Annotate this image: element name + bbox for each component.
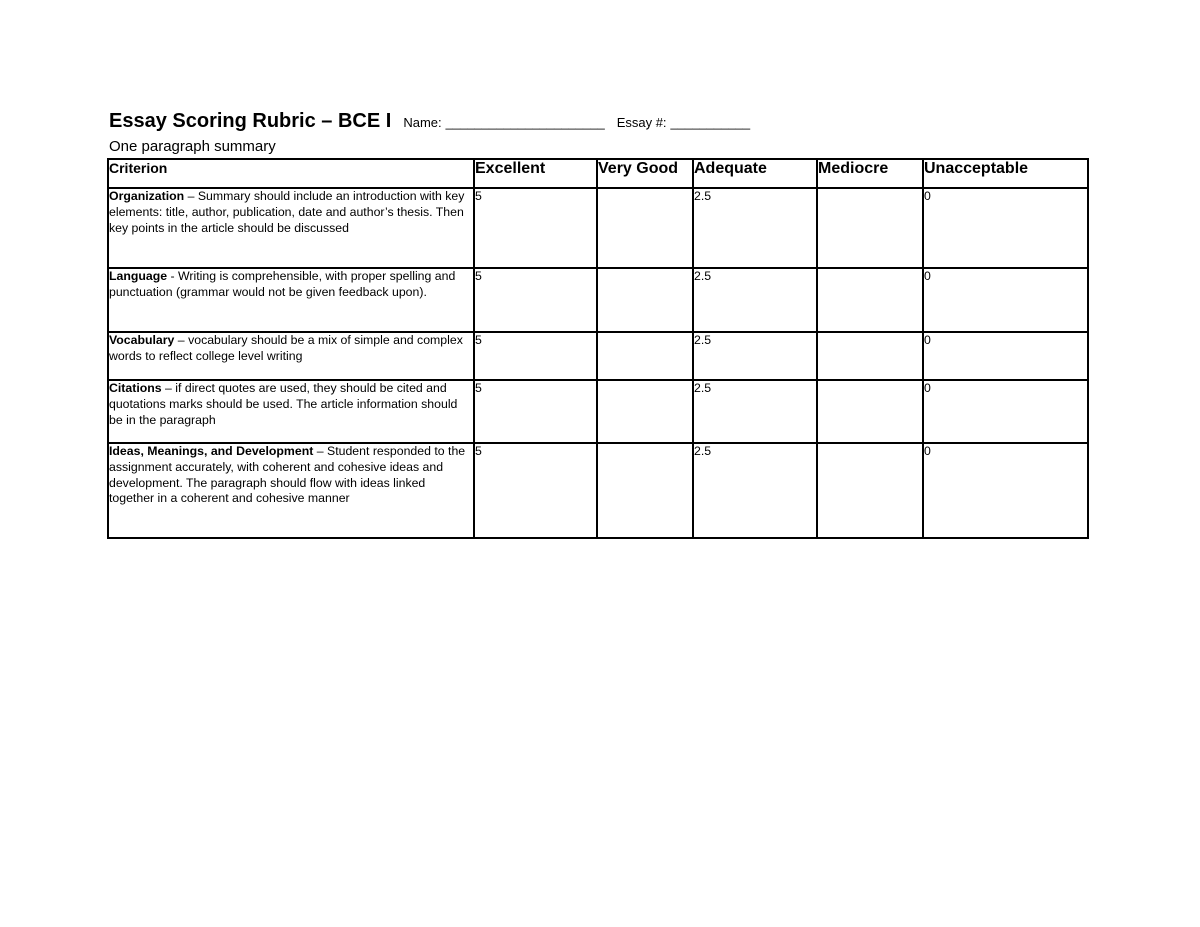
criterion-cell [108, 188, 474, 268]
essay-number-blank: ___________ [670, 115, 751, 130]
score-cell-mediocre [817, 443, 923, 538]
table-header-row [108, 159, 1088, 188]
score-cell-unacceptable: 0 [923, 380, 1088, 443]
name-blank: ______________________ [445, 115, 605, 130]
criterion-name: Organization [109, 189, 185, 203]
criterion-name: Citations [109, 381, 162, 395]
criterion-description: Summary should include an introduction with key elements: title, author, publication, date and author’s thesis. Then key points in the article should be discussed [109, 189, 465, 235]
score-cell-excellent: 5 [474, 443, 597, 538]
criterion-separator: – [184, 189, 198, 203]
criterion-name: Language [109, 269, 168, 283]
score-cell-mediocre [817, 268, 923, 332]
score-cell-unacceptable: 0 [923, 188, 1088, 268]
criterion-cell [108, 443, 474, 538]
page-subtitle: One paragraph summary [109, 138, 276, 155]
score-cell-mediocre [817, 332, 923, 380]
rubric-table [107, 158, 1089, 539]
score-cell-excellent: 5 [474, 268, 597, 332]
table-row [108, 332, 1088, 380]
criterion-separator: – [313, 444, 328, 458]
score-cell-mediocre [817, 188, 923, 268]
column-header-very-good: Very Good [597, 159, 693, 188]
column-header-unacceptable: Unacceptable [923, 159, 1088, 188]
column-header-adequate: Adequate [693, 159, 817, 188]
score-cell-adequate: 2.5 [693, 332, 817, 380]
score-cell-very-good [597, 268, 693, 332]
criterion-cell [108, 268, 474, 332]
criterion-cell [108, 332, 474, 380]
column-header-excellent: Excellent [474, 159, 597, 188]
name-label: Name: [403, 115, 442, 130]
score-cell-unacceptable: 0 [923, 332, 1088, 380]
score-cell-very-good [597, 443, 693, 538]
table-row [108, 188, 1088, 268]
criterion-name: Vocabulary [109, 333, 175, 347]
score-cell-adequate: 2.5 [693, 443, 817, 538]
score-cell-adequate: 2.5 [693, 268, 817, 332]
criterion-cell [108, 380, 474, 443]
score-cell-unacceptable: 0 [923, 443, 1088, 538]
criterion-separator: - [167, 269, 179, 283]
table-row [108, 380, 1088, 443]
criterion-separator: – [174, 333, 189, 347]
score-cell-very-good [597, 188, 693, 268]
essay-number-label: Essay #: [616, 115, 667, 130]
score-cell-excellent: 5 [474, 188, 597, 268]
column-header-criterion: Criterion [108, 159, 474, 188]
criterion-separator: – [161, 381, 176, 395]
score-cell-adequate: 2.5 [693, 188, 817, 268]
criterion-description: if direct quotes are used, they should be cited and quotations marks should be used. The article information should be in the paragraph [109, 381, 458, 427]
score-cell-very-good [597, 332, 693, 380]
table-row [108, 443, 1088, 538]
criterion-description: Writing is comprehensible, with proper spelling and punctuation (grammar would not be given feedback upon). [109, 269, 456, 299]
score-cell-very-good [597, 380, 693, 443]
score-cell-excellent: 5 [474, 332, 597, 380]
score-cell-adequate: 2.5 [693, 380, 817, 443]
criterion-description: Student responded to the assignment accurately, with coherent and cohesive ideas and development. The paragraph should flow with ideas linked together in a coherent and cohesive manner [109, 444, 466, 506]
column-header-mediocre: Mediocre [817, 159, 923, 188]
page-title: Essay Scoring Rubric – BCE I [109, 110, 392, 132]
score-cell-mediocre [817, 380, 923, 443]
table-row [108, 268, 1088, 332]
criterion-description: vocabulary should be a mix of simple and complex words to reflect college level writing [109, 333, 463, 363]
criterion-name: Ideas, Meanings, and Development [109, 444, 314, 458]
score-cell-unacceptable: 0 [923, 268, 1088, 332]
score-cell-excellent: 5 [474, 380, 597, 443]
title-line [109, 110, 750, 133]
